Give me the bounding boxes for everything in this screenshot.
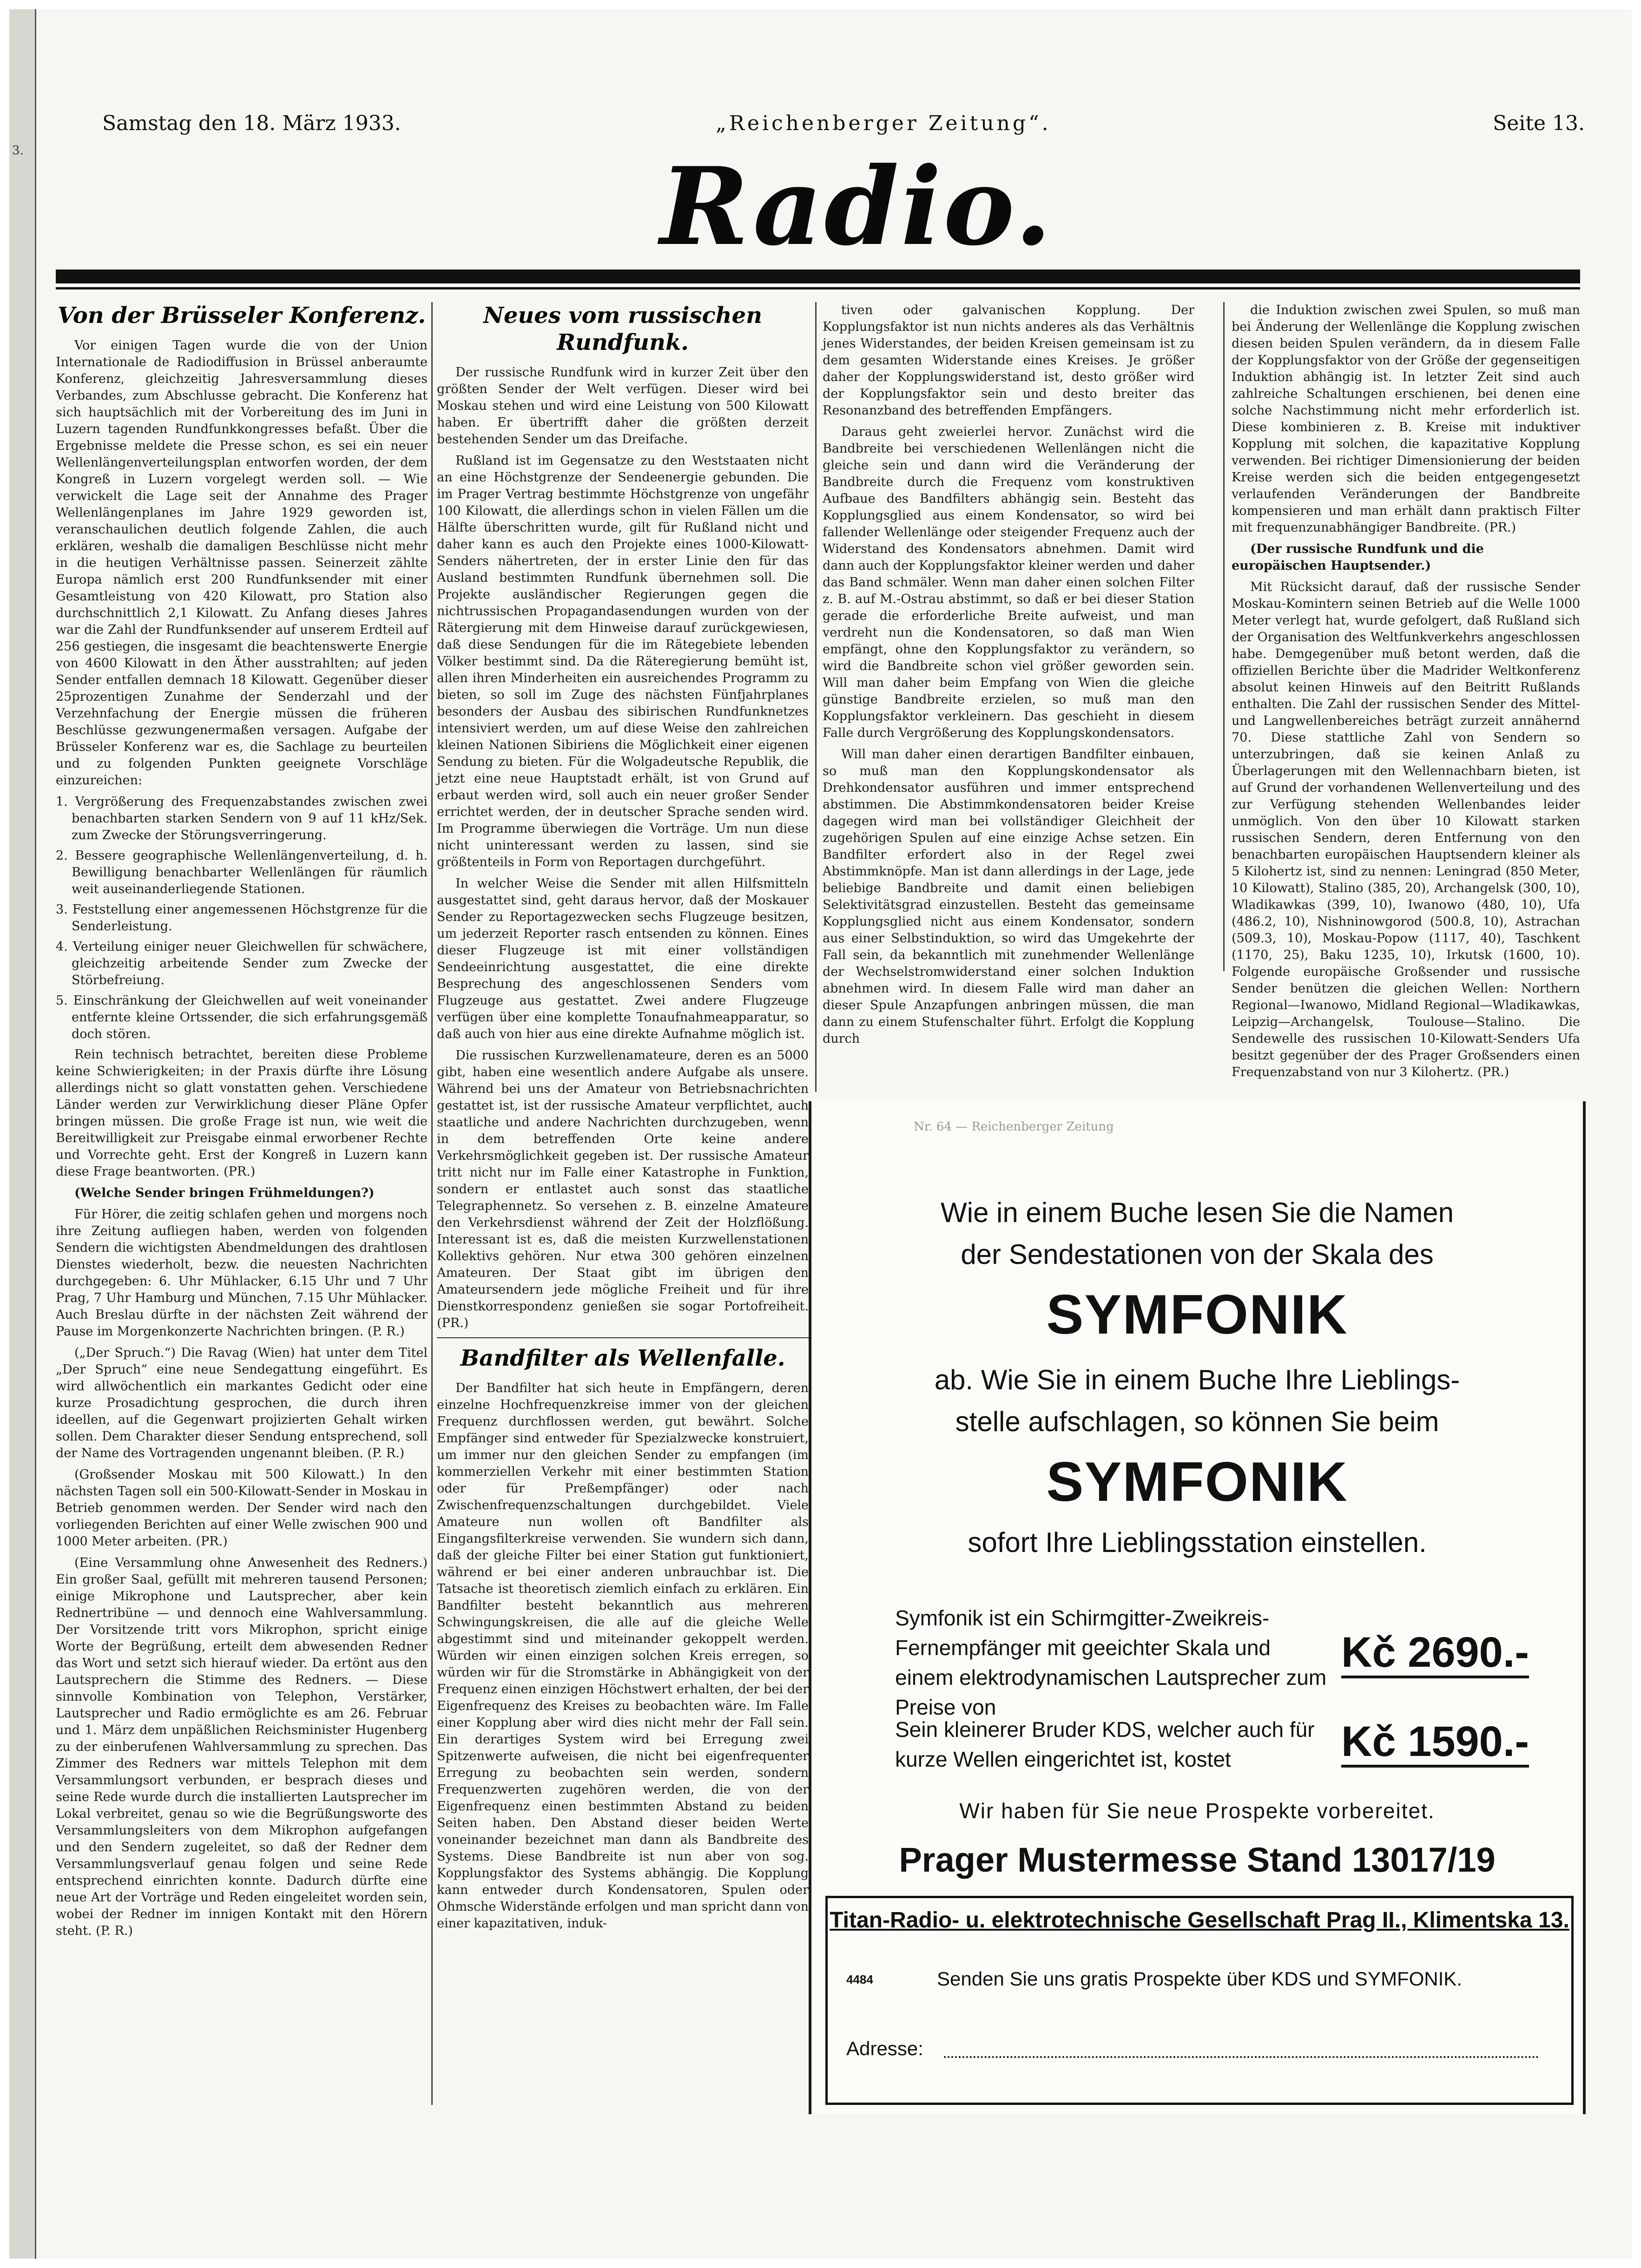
- previous-page-edge: [9, 9, 36, 2259]
- bandfilter-paragraph: Will man daher einen derartigen Bandfilter einbauen, so muß man den Kopplungskondensator als Drehkondensator ausführen und immer entsprechend abstimmen. Die Abstimmkondensatoren beider Kreise dagegen wird man bei vollständiger Gleichheit der zugehörigen Spulen auf eine einzige Achse setzen. Ein Bandfilter erfordert also in der Regel zwei Abstimmknöpfe. Man ist dann allerdings in der Lage, jede beliebige Bandbreite und damit einen beliebigen Selektivitätsgrad einzustellen. Besteht das gemeinsame Kopplungsglied nicht aus einem Kondensator, sondern aus einer Selbstinduktion, so wird das Umgekehrte der Fall sein, da bekanntlich mit zunehmender Wellenlänge der Wechselstromwiderstand einer solchen Induktion abnehmen wird. In diesem Falle wird man daher an dieser Spule Anzapfungen anbringen müssen, die man dann zu einem Stufenschalter führt. Erfolgt die Kopplung durch: [823, 747, 1194, 1046]
- bandfilter-paragraph: Daraus geht zweierlei hervor. Zunächst wird die Bandbreite bei verschiedenen Wellenlängen nicht die gleiche sein und dann wird die Veränderung der Bandbreite durch die Frequenz vom konstruktiven Aufbaue des Bandfilters abhängig sein. Besteht das Kopplungsglied aus einem Kondensator, so wird bei fallender Wellenlänge oder steigender Frequenz auch der Widerstand des Kondensators abnehmen. Damit wird dann auch der Kopplungsfaktor kleiner werden und daher das Band schmäler. Wenn man daher einen solchen Filter z. B. auf M.-Ostrau abstimmt, so daß er bei dieser Station gerade die erforderliche Breite aufweist, und man verdreht nun die Kondensatoren, so daß man Wien empfängt, ohne den Kopplungsfaktor zu verändern, so wird die Bandbreite schon viel größer geworden sein. Will man daher beim Empfang von Wien die gleiche günstige Bandbreite erzielen, so muß man den Kopplungsfaktor verkleinern. Das geschieht in diesem Falle durch Vergrößerung des Kopplungskondensators.: [823, 425, 1194, 740]
- russland-paragraph: Die russischen Kurzwellenamateure, deren es an 5000 gibt, haben eine wesentlich andere Aufgabe als unsere. Während bei uns der Amateur von Betriebsnachrichten gestattet ist, ist der russische Amateur verpflichtet, auch staatliche und andere Nachrichten durchzugeben, wenn in dem betreffenden Orte keine andere Verkehrsmöglichkeit gegeben ist. Der russische Amateur tritt nicht nur im Falle einer Katastrophe in Funktion, sondern er entlastet auch sonst das staatliche Telegraphennetz. So versehen z. B. einzelne Amateure den Verkehrsdienst während der Zeit der Holzflößung. Interessant ist es, daß die meisten Kurzwellenstationen Kollektivs gehören. Nur etwa 300 gehören einzelnen Amateuren. Der Staat gibt im übrigen den Amateursendern jede mögliche Freiheit und für ihre Dienstkorrespondenz genießen sie sogar Portofreiheit. (PR.): [437, 1048, 809, 1330]
- column-divider: [431, 302, 433, 2105]
- news-europa: Mit Rücksicht darauf, daß der russische Sender Moskau-Komintern seinen Betrieb auf die Welle 1000 Meter verlegt hat, wurde gefolgert, daß Rußland sich der Organisation des Weltfunkverkehrs angeschlossen habe. Demgegenüber muß betont werden, daß die offiziellen Berichte über die Madrider Weltkonferenz absolut keinen Hinweis auf den Beitritt Rußlands enthalten. Die Zahl der russischen Sender des Mittel- und Langwellenbereiches beträgt zurzeit annähernd 70. Diese stattliche Zahl von Sendern so unterzubringen, daß sie keinen Anlaß zu Überlagerungen mit den Wellennachbarn bieten, ist auf Grund der vorhandenen Wellenverteilung und des zur Verfügung stehenden Wellenbandes leider unmöglich. Von den über 10 Kilowatt starken russischen Sendern, deren Entfernung von den benachbarten europäischen Hauptsendern kleiner als 5 Kilohertz ist, sind zu nennen: Leningrad (850 Meter, 10 Kilowatt), Stalino (385, 20), Archangelsk (300, 10), Wladikawkas (399, 10), Iwanowo (480, 10), Ufa (486.2, 10), Nishninowgorod (500.8, 10), Astrachan (509.3, 10), Moskau-Popow (1117, 40), Taschkent (1170, 25), Baku 1235, 10), Irkutsk (1600, 10). Folgende europäische Großsender und russische Sender benützen die gleichen Wellen: Northern Regional—Iwanowo, Midland Regional—Wladikawkas, Leipzig—Archangelsk, Toulouse—Stalino. Die Sendewelle des russischen 10-Kilowatt-Senders Ufa besitzt gegenüber der des Prager Großsenders einen Frequenzabstand von nur 3 Kilohertz. (PR.): [1232, 580, 1580, 1079]
- headline-russland: Neues vom russischen Rundfunk.: [483, 302, 763, 355]
- bandfilter-paragraph: die Induktion zwischen zwei Spulen, so muß man bei Änderung der Wellenlänge die Kopplung zwischen diesen beiden Spulen verändern, da in diesem Falle der Kopplungsfaktor von der Größe der gegenseitigen Induktion abhängig ist. In letzter Zeit sind auch zahlreiche Schaltungen erschienen, bei denen eine solche Nachstimmung nicht mehr erforderlich ist. Diese kombinieren z. B. Kreise mit induktiver Kopplung mit solchen, die kapazitative Kopplung verwenden. Bei richtiger Dimensionierung der beiden Kreise werden sich die beiden entgegengesetzt verlaufenden Veränderungen der Bandbreite kompensieren und man erhält dann praktisch Filter mit frequenzunabhängiger Bandbreite. (PR.): [1232, 303, 1580, 535]
- russland-paragraph: Rußland ist im Gegensatze zu den Weststaaten nicht an eine Höchstgrenze der Sendeenergie gebunden. Die im Prager Vertrag bestimmte Höchstgrenze von ungefähr 100 Kilowatt, die allerdings schon in vielen Fällen um die Hälfte überschritten wurde, gilt für Rußland nicht und daher kann es auch den Projekte eines 1000-Kilowatt-Senders nähertreten, der in erster Linie den für das Ausland bestimmten Rundfunk übernehmen soll. Die Projekte ausländischer Regierungen gegen die nichtrussischen Propagandasendungen wurden von der Rätergierung mit dem Hinweise darauf zurückgewiesen, daß diese Sendungen für die im Rätegebiete lebenden Völker bestimmt sind. Da die Räteregierung bemüht ist, allen ihren Minderheiten ein ausreichendes Programm zu bieten, so soll im Zuge des nächsten Fünfjahrplanes besonders der Ausbau des sibirischen Rundfunknetzes intensiviert werden, um auf diese Weise den zahlreichen kleinen Nationen Sibiriens die Möglichkeit einer eigenen Sendung zu bieten. Für die Wolgadeutsche Republik, die jetzt eine neue Hauptstadt erhält, ist von Grund auf erbaut werden wird, soll auch ein neuer großer Sender errichtet werden, der in deutscher Sprache senden wird. Im Programme überwiegen die Vorträge. Um nun diese nicht uninteressant werden zu lassen, sind sie größtenteils in Form von Reportagen durchgeführt.: [437, 454, 809, 869]
- ad-brand: SYMFONIK: [1046, 1283, 1348, 1346]
- bruessel-paragraph: Rein technisch betrachtet, bereiten diese Probleme keine Schwierigkeiten; in der Praxis dürfte ihre Lösung allerdings nicht so glatt vonstatten gehen. Verschiedene Länder werden zur Verwirklichung dieser Pläne Opfer bringen müssen. Die große Frage ist nun, wie weit die Bereitwilligkeit zur Preisgabe einmal erworbener Rechte und Vorrechte geht. Erst der Kongreß in Luzern kann diese Frage beantworten. (PR.): [56, 1047, 428, 1179]
- column-3: [823, 302, 1194, 1078]
- masthead-rule-thin: [56, 287, 1580, 289]
- headline-bruessel: Von der Brüsseler Konferenz.: [57, 302, 426, 329]
- column-divider: [815, 302, 817, 1092]
- issue-date: Samstag den 18. März 1933.: [102, 112, 401, 135]
- symfonik-advertisement: [809, 1101, 1586, 2114]
- ad-text-line: stelle aufschlagen, so können Sie beim: [955, 1406, 1439, 1437]
- bruessel-point-2: 2. Bessere geographische Wellenlängenverteilung, d. h. Bewilligung benachbarter Wellenlängen für räumlich weit auseinanderliegende Stationen.: [56, 848, 428, 896]
- news-title-europa: (Der russische Rundfunk und die europäischen Hauptsender.): [1232, 542, 1484, 573]
- ad-faint-imprint: Nr. 64 — Reichenberger Zeitung: [914, 1120, 1114, 1134]
- order-coupon: [825, 1896, 1574, 2105]
- coupon-request-text: Senden Sie uns gratis Prospekte über KDS und SYMFONIK.: [937, 1968, 1462, 1990]
- coupon-number: 4484: [846, 1972, 873, 1986]
- bruessel-point-4: 4. Verteilung einiger neuer Gleichwellen für schwächere, gleichzeitig arbeitende Sender zum Zwecke der Störbefreiung.: [56, 940, 428, 987]
- column-4: [1232, 302, 1580, 1079]
- bruessel-point-1: 1. Vergrößerung des Frequenzabstandes zwischen zwei benachbarten starken Sendern von 9 auf 11 kHz/Sek. zum Zwecke der Störungsverringerung.: [56, 795, 428, 842]
- coupon-address-label: Adresse:: [846, 2038, 923, 2059]
- newspaper-name: „Reichenberger Zeitung“.: [716, 112, 1051, 135]
- masthead-rule: [56, 270, 1580, 283]
- ad-brand: SYMFONIK: [1046, 1451, 1348, 1513]
- section-masthead: Radio.: [660, 144, 1054, 270]
- russland-paragraph: Der russische Rundfunk wird in kurzer Zeit über den größten Sender der Welt verfügen. Dieser wird bei Moskau stehen und wird eine Leistung von 500 Kilowatt haben. Er übertrifft daher die größten derzeit bestehenden Sender um das Dreifache.: [437, 365, 809, 447]
- ad-price-description: Sein kleinerer Bruder KDS, welcher auch für kurze Wellen eingerichtet ist, kostet: [895, 1717, 1315, 1771]
- ad-price-kds: Kč 1590.-: [1341, 1718, 1529, 1768]
- bandfilter-paragraph: Der Bandfilter hat sich heute in Empfängern, deren einzelne Hochfrequenzkreise immer von der gleichen Frequenz durchflossen werden, gut bewährt. Solche Empfänger sind entweder für Spezialzwecke konstruiert, um immer nur den gleichen Sender zu empfangen (im kommerziellen Verkehr mit einer bestimmten Station oder für Preßempfänger) oder nach Zwischenfrequenzschaltungen durchgebildet. Viele Amateure nun wollen oft Bandfilter als Eingangsfilterkreise verwenden. Sie wundern sich dann, daß der gleiche Filter bei einer Station gut funktioniert, während er bei einer anderen unbrauchbar ist. Die Tatsache ist theoretisch ziemlich einfach zu erklären. Ein Bandfilter besteht bekanntlich aus mehreren Schwingungskreisen, die alle auf die gleiche Welle abgestimmt sind und miteinander gekoppelt werden. Würden wir einen einzigen solchen Kreis erregen, so würden wir für die Stromstärke in Abhängigkeit von der Frequenz einen einzigen Höchstwert erhalten, der bei der Eigenfrequenz des Kreises zu beobachten wäre. Im Falle einer Kopplung aber wird dies nicht mehr der Fall sein. Ein derartiges System wird bei Erregung zwei Spitzenwerte aufweisen, die nicht bei eigenfrequenter Erregung zu beobachten sein werden, sondern Frequenzwerten zugehören werden, die von der Eigenfrequenz einen bestimmten Abstand zu beiden Seiten haben. Den Abstand dieser beiden Werte voneinander bezeichnet man dann als Bandbreite des Systems. Diese Bandbreite ist nun aber von sog. Kopplungsfaktor des Systems abhängig. Die Kopplung kann entweder durch Kondensatoren, Spulen oder Ohmsche Widerstände erfolgen und man spricht dann von einer kapazitativen, induk-: [437, 1381, 809, 1931]
- ad-price-description: Symfonik ist ein Schirmgitter-Zweikreis-Fernempfänger mit geeichter Skala und einem elektrodynamischen Lautsprecher zum Preise von: [895, 1606, 1327, 1719]
- news-moskau: (Großsender Moskau mit 500 Kilowatt.) In den nächsten Tagen soll ein 500-Kilowatt-Sender in Moskau in Betrieb genommen werden. Der Sender wird nach den vorliegenden Berichten auf einer Welle zwischen 900 und 1000 Meter arbeiten. (PR.): [56, 1467, 428, 1549]
- news-versammlung: (Eine Versammlung ohne Anwesenheit des Redners.) Ein großer Saal, gefüllt mit mehreren tausend Personen; einige Mikrophone und Lautsprecher, aber kein Rednertribüne — und dennoch eine Wahlversammlung. Der Vorsitzende tritt vors Mikrophon, spricht einige Worte der Begrüßung, erteilt dem abwesenden Redner das Wort und setzt sich hierauf wieder. Da ertönt aus den Lautsprechern die Stimme des Redners. — Diese sinnvolle Kombination von Telephon, Verstärker, Lautsprecher und Radio ermöglichte es am 26. Februar und 1. März dem unpäßlichen Reichsminister Hugenberg zu der einberufenen Wahlversammlung zu sprechen. Das Zimmer des Redners war mittels Telephon mit dem Versammlungsort verbunden, er besprach dieses und seine Rede wurde durch die installierten Lautsprecher im Lokal verbreitet, genau so wie die Begrüßungsworte des Versammlungsleiters von dem Mikrophon aufgefangen und den Sendern zugeleitet, so daß der Redner dem Versammlungsverlauf genau folgen und seine Rede entsprechend einrichten konnte. Dadurch dürfte eine neue Art der Vorträge und Reden eingeleitet worden sein, wobei der Redner im innigen Kontakt mit den Hörern steht. (P. R.): [56, 1556, 428, 1938]
- ad-prospectus-note: Wir haben für Sie neue Prospekte vorbereitet.: [959, 1799, 1435, 1823]
- ad-price-symfonik: Kč 2690.-: [1341, 1629, 1529, 1678]
- bandfilter-paragraph: tiven oder galvanischen Kopplung. Der Kopplungsfaktor ist nun nichts anderes als das Verhältnis jenes Widerstandes, der beiden Kreisen gemeinsam ist zu dem gesamten Widerstande eines Kreises. Je größer daher der Kopplungswiderstand ist, desto größer wird der Kopplungsfaktor sein und desto breiter das Resonanzband des betreffenden Empfängers.: [823, 303, 1194, 418]
- column-2: [437, 302, 809, 2105]
- ad-text-line: sofort Ihre Lieblingsstation einstellen.: [968, 1527, 1427, 1558]
- news-title-fruehmeldungen: (Welche Sender bringen Frühmeldungen?): [74, 1186, 375, 1200]
- news-spruch: („Der Spruch.“) Die Ravag (Wien) hat unter dem Titel „Der Spruch“ eine neue Sendegattung eingeführt. Es wird allwöchentlich ein markantes Gedicht oder eine kurze Prosadichtung gesprochen, die durch ihren ideellen, auf die Gegenwart projizierten Gehalt wirken sollen. Dem Charakter dieser Sendung entsprechend, soll der Name des Vortragenden ungenannt bleiben. (P. R.): [56, 1346, 428, 1460]
- column-divider: [1223, 302, 1225, 971]
- bruessel-point-5: 5. Einschränkung der Gleichwellen auf weit voneinander entfernte kleine Ortssender, die sich erfahrungsgemäß doch stören.: [56, 993, 428, 1041]
- news-fruehmeldungen: Für Hörer, die zeitig schlafen gehen und morgens noch ihre Zeitung aufliegen haben, werden von folgenden Sendern die wichtigsten Abendmeldungen des drahtlosen Dienstes wiederholt, bezw. die neuesten Nachrichten durchgegeben: 6. Uhr Mühlacker, 6.15 Uhr und 7 Uhr Prag, 7 Uhr Hamburg und München, 7.15 Uhr Mühlacker. Auch Breslau dürfte in der nächsten Zeit während der Pause im Morgenkonzerte Nachrichten bringen. (P. R.): [56, 1207, 428, 1339]
- russland-paragraph: In welcher Weise die Sender mit allen Hilfsmitteln ausgestattet sind, geht daraus hervor, daß der Moskauer Sender zu Reportagezwecken sechs Flugzeuge besitzen, um jederzeit Reporter rasch entsenden zu können. Eines dieser Flugzeuge ist mit einer vollständigen Sendeeinrichtung ausgestattet, die eine direkte Besprechung des angeschlossenen Senders vom Flugzeuge aus gestattet. Zwei andere Flugzeuge verfügen über eine komplette Tonaufnahmeapparatur, so daß auch von hier aus eine direkte Aufnahme möglich ist.: [437, 876, 809, 1041]
- bruessel-point-3: 3. Feststellung einer angemessenen Höchstgrenze für die Senderleistung.: [56, 902, 428, 933]
- page-header: [102, 112, 1585, 139]
- ad-price-row-kds: [895, 1715, 1546, 1780]
- ad-price-row-symfonik: [895, 1603, 1546, 1719]
- coupon-address-field: [944, 2056, 1539, 2058]
- headline-bandfilter: Bandfilter als Wellenfalle.: [437, 1337, 809, 1372]
- page-number: Seite 13.: [1493, 112, 1585, 135]
- ad-fair-stand: Prager Mustermesse Stand 13017/19: [899, 1841, 1496, 1879]
- newspaper-page: [9, 9, 1632, 2259]
- ad-text-line: der Sendestationen von der Skala des: [961, 1239, 1434, 1270]
- previous-page-fragment: 3.: [12, 144, 24, 158]
- coupon-company: Titan-Radio- u. elektrotechnische Gesellschaft Prag II., Klimentska 13.: [830, 1908, 1569, 1933]
- column-1: [56, 302, 428, 2105]
- ad-text-line: Wie in einem Buche lesen Sie die Namen: [941, 1197, 1454, 1228]
- bruessel-paragraph: Vor einigen Tagen wurde die von der Union Internationale de Radiodiffusion in Brüssel anberaumte Konferenz, gleichzeitig Jahresversammlung dieses Verbandes, zum Abschlusse gebracht. Die Konferenz hat sich hauptsächlich mit der Vorbereitung des im Juni in Luzern tagenden Rundfunkkongresses befaßt. Über die Ergebnisse meldete die Presse schon, es sei ein neuer Wellenlängenverteilungsplan entworfen worden, der dem Kongreß in Luzern vorgelegt werden soll. — Wie verwickelt die Lage seit der Annahme des Prager Wellenlängenplanes im Jahre 1929 geworden ist, veranschaulichen deutlich folgende Zahlen, die auch erklären, weshalb die damaligen Beschlüsse nicht mehr in die heutigen Verhältnisse passen. Seinerzeit zählte Europa nämlich erst 200 Rundfunksender mit einer Gesamtleistung von 420 Kilowatt, pro Station also durchschnittlich 2,1 Kilowatt. Zu Anfang dieses Jahres war die Zahl der Rundfunksender auf unserem Erdteil auf 256 gestiegen, die insgesamt die beachtenswerte Energie von 4600 Kilowatt in den Äther ausstrahlten; auf jeden Sender entfallen demnach 18 Kilowatt. Gegenüber dieser 25prozentigen Zunahme der Senderzahl und der Verzehnfachung der Energie müssen die früheren Beschlüsse gezwungenermaßen versagen. Aufgabe der Brüsseler Konferenz war es, die Sachlage zu beurteilen und zu folgenden Punkten geeignete Vorschläge einzureichen:: [56, 338, 428, 788]
- ad-text-line: ab. Wie Sie in einem Buche Ihre Lieblings-: [934, 1364, 1460, 1395]
